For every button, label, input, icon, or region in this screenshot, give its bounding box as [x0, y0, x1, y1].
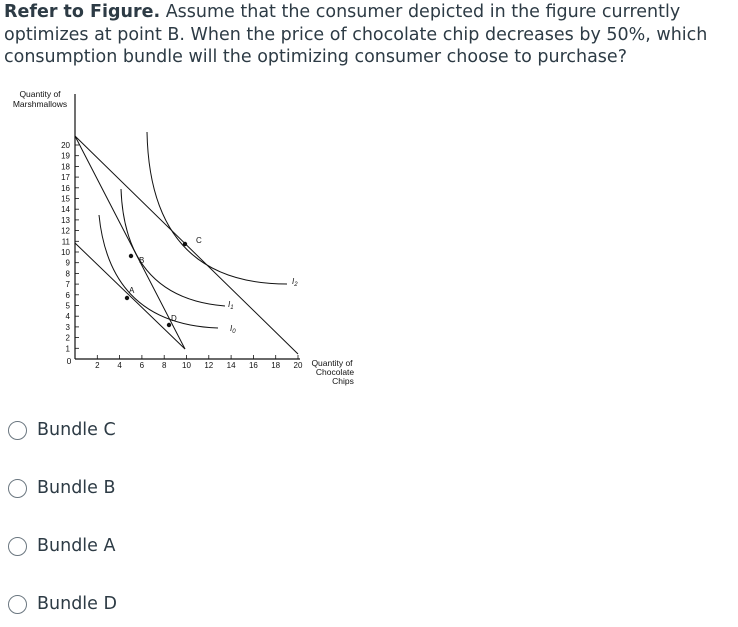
x-ticks: [95, 355, 303, 370]
x-tick-label: 4: [117, 361, 122, 370]
option-bundle-d[interactable]: [8, 592, 117, 616]
y-tick-label: 3: [65, 322, 70, 332]
y-tick-label: 4: [65, 312, 70, 322]
option-label: Bundle D: [37, 594, 117, 614]
y-tick-label: 19: [61, 151, 70, 161]
y-ticks: [61, 141, 79, 353]
y-tick-label: 12: [61, 226, 70, 236]
y-tick-label: 14: [61, 205, 70, 215]
label-d: D: [171, 314, 177, 323]
option-label: Bundle C: [37, 420, 116, 440]
question-text: [4, 1, 732, 69]
point-c: [183, 242, 187, 246]
x-axis-label-line1: Quantity of: [311, 358, 353, 368]
origin-label: 0: [66, 356, 72, 366]
y-axis-label-line1: Quantity of: [19, 89, 61, 99]
x-tick-label: 14: [226, 361, 236, 370]
y-tick-label: 15: [61, 194, 70, 204]
x-tick-label: 12: [204, 361, 214, 370]
y-tick-label: 2: [65, 333, 70, 343]
y-tick-label: 5: [65, 301, 70, 311]
radio-button[interactable]: [8, 421, 27, 440]
radio-button[interactable]: [8, 595, 27, 614]
y-tick-label: 13: [61, 215, 70, 225]
point-b: [129, 254, 133, 258]
label-b: B: [139, 256, 145, 265]
indifference-curve-i1: [121, 189, 225, 306]
y-axis-label-line2: Marshmallows: [12, 99, 68, 109]
y-tick-label: 9: [65, 258, 70, 268]
option-bundle-a[interactable]: [8, 534, 115, 558]
indifference-curve-i0: [99, 215, 218, 328]
y-tick-label: 6: [65, 290, 70, 300]
x-tick-label: 18: [271, 361, 281, 370]
budget-line-bc0: [75, 136, 185, 349]
label-i0: $I_0$: [230, 324, 236, 335]
label-a: A: [129, 286, 135, 295]
label-c: C: [196, 236, 202, 245]
point-d: [167, 323, 171, 327]
indifference-curve-i2: [147, 132, 287, 284]
option-bundle-b[interactable]: [8, 476, 116, 500]
y-tick-label: 20: [61, 141, 70, 150]
question-lead: Refer to Figure.: [4, 2, 161, 22]
y-tick-label: 18: [61, 162, 70, 172]
x-tick-label: 20: [293, 361, 303, 370]
question-body: Assume that the consumer depicted in the figure currently optimizes at point B. When the price of chocolate chip decreases by 50%, which consumption bundle will the optimizing consumer choose to purchase?: [4, 2, 708, 67]
x-axis-label-line2: Chocolate: [315, 367, 355, 377]
point-a: [125, 296, 129, 300]
option-label: Bundle A: [37, 536, 116, 556]
label-i2: $I_2$: [292, 277, 298, 288]
option-label: Bundle B: [37, 478, 116, 498]
x-tick-label: 6: [139, 361, 145, 370]
indifference-curve-figure: [0, 88, 380, 398]
x-tick-label: 8: [161, 361, 167, 370]
y-tick-label: 7: [65, 280, 70, 290]
y-tick-label: 11: [61, 237, 70, 247]
y-tick-label: 8: [65, 269, 70, 279]
y-tick-label: 16: [61, 183, 70, 193]
y-tick-label: 10: [61, 248, 70, 257]
y-tick-label: 1: [65, 344, 70, 354]
y-tick-label: 17: [61, 173, 70, 183]
label-i1: $I_1$: [228, 300, 234, 311]
x-tick-label: 10: [182, 361, 191, 370]
x-tick-label: 2: [95, 361, 100, 370]
option-bundle-c[interactable]: [8, 418, 116, 442]
budget-line-bc2: [75, 243, 185, 349]
x-axis-label-line3: Chips: [332, 376, 354, 386]
x-tick-label: 16: [248, 361, 258, 370]
radio-button[interactable]: [8, 537, 27, 556]
radio-button[interactable]: [8, 479, 27, 498]
